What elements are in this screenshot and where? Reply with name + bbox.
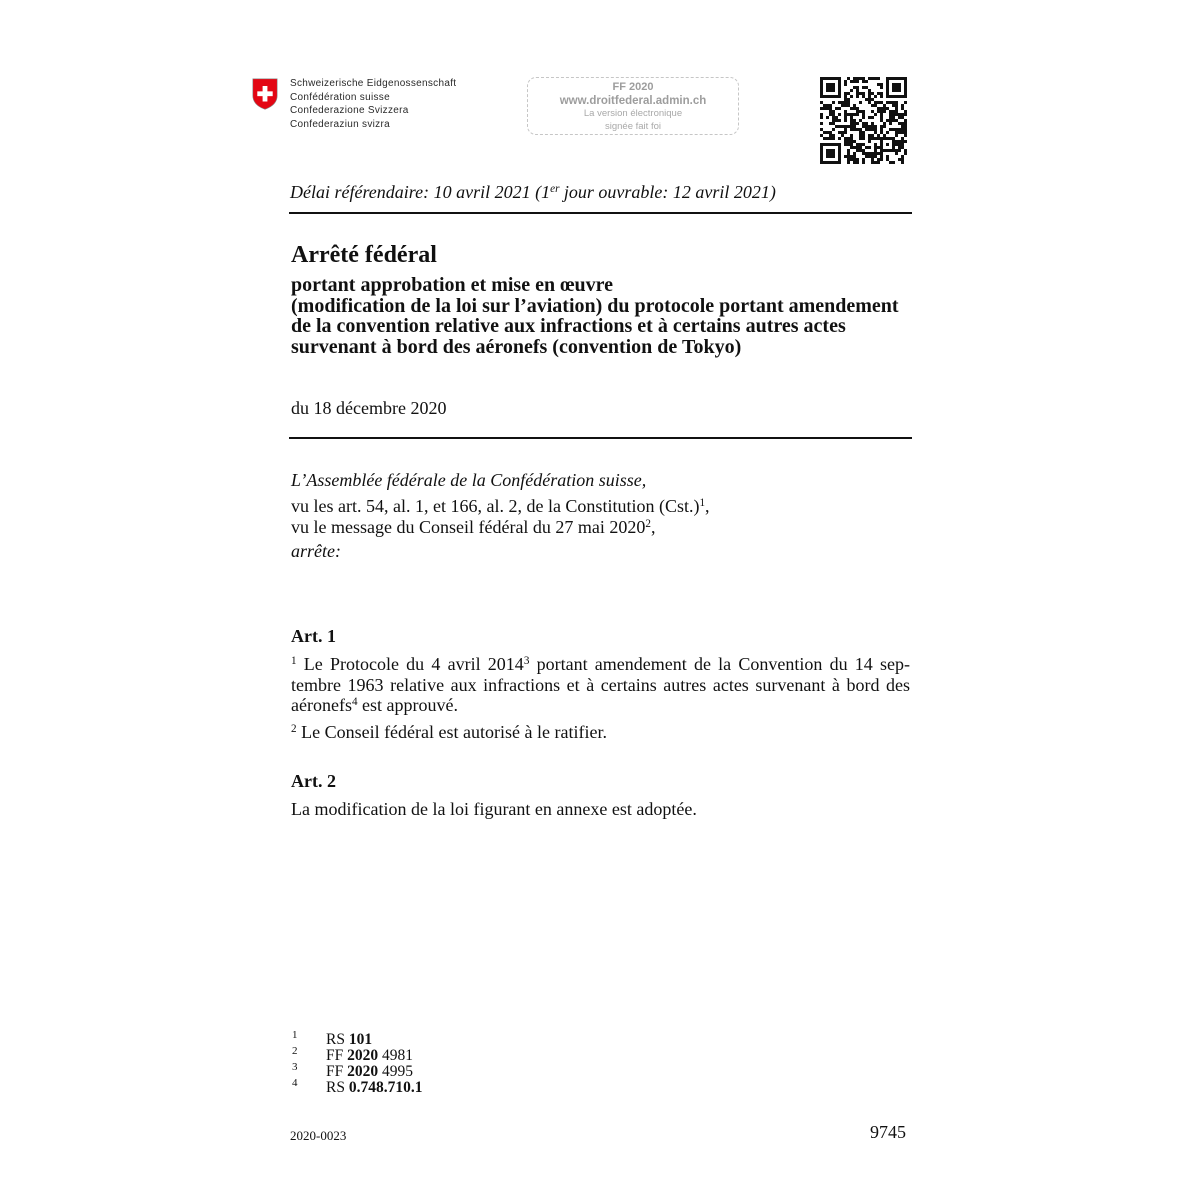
footnote-bold: 101	[348, 1031, 373, 1048]
article-2-heading: Art. 2	[291, 771, 336, 791]
article-1-paragraph-2	[291, 722, 607, 743]
referendum-deadline	[290, 182, 776, 203]
article-2-text: La modification de la loi figurant en annexe est adoptée.	[291, 799, 697, 819]
swiss-cross-icon	[252, 78, 278, 110]
footnote-bold: 2020	[347, 1062, 379, 1080]
consideration-text: vu le message du Conseil fédéral du 27 mai 2020	[291, 517, 646, 537]
confederation-names	[290, 77, 456, 131]
paragraph-number: 1	[291, 655, 297, 668]
footnote-bold: 0.748.710.1	[348, 1078, 423, 1096]
footnote-reference: 4	[351, 696, 358, 709]
act-subtitle-line: portant approbation et mise en œuvre	[291, 274, 614, 296]
stamp-reference: FF 2020	[612, 81, 654, 93]
stamp-note-line1: La version électronique	[583, 108, 683, 119]
act-subtitle-line: (modification de la loi sur l’aviation) du protocole portant amendement	[291, 294, 899, 317]
confederation-name-rm: Confederaziun svizra	[290, 118, 390, 130]
paragraph-text: Le Protocole du 4 avril 2014	[296, 654, 524, 674]
paragraph-line: tembre 1963 relative aux infractions et à certains autres actes survenant à bord des	[291, 674, 910, 695]
consideration-tail: ,	[705, 496, 710, 516]
emblem-cross-horizontal	[257, 91, 272, 96]
paragraph-text: portant amendement de la Convention du 14 sep-	[529, 654, 910, 674]
footnote-bold: 2020	[347, 1046, 379, 1064]
footnote-reference: 2	[645, 518, 651, 531]
footnote-prefix: FF	[326, 1062, 348, 1080]
article-1-heading: Art. 1	[291, 626, 336, 646]
title-rule	[289, 437, 912, 439]
paragraph-number: 2	[291, 723, 297, 736]
confederation-name-de: Schweizerische Eidgenossenschaft	[290, 78, 457, 89]
stamp-note-line2: signée fait foi	[605, 120, 661, 132]
paragraph-text: aéronefs	[291, 695, 352, 715]
act-subtitle	[291, 275, 899, 358]
stamp-website: www.droitfederal.admin.ch	[559, 95, 707, 107]
act-date: du 18 décembre 2020	[291, 398, 447, 418]
page-number: 9745	[870, 1122, 906, 1142]
paragraph-text: est approuvé.	[357, 695, 459, 715]
electronic-version-stamp	[527, 77, 739, 135]
referendum-text-before: Délai référendaire: 10 avril 2021 (1	[290, 182, 551, 202]
confederation-name-it: Confederazione Svizzera	[290, 105, 409, 116]
footnote-prefix: RS	[326, 1031, 349, 1048]
swiss-emblem	[252, 78, 278, 110]
preamble-consideration	[291, 496, 710, 517]
footnote-reference: 1	[699, 497, 706, 510]
footnote-prefix: RS	[326, 1078, 349, 1096]
footnote-suffix: 4981	[378, 1046, 413, 1064]
referendum-superscript: er	[550, 183, 560, 196]
act-subtitle-line: survenant à bord des aéronefs (convention de Tokyo)	[291, 336, 742, 359]
footnote	[291, 1060, 422, 1080]
document-number: 2020-0023	[290, 1128, 347, 1143]
footnote-number: 2	[292, 1044, 298, 1057]
act-subtitle-line: de la convention relative aux infractions et à certains autres actes	[291, 315, 846, 338]
qr-code-icon	[820, 77, 907, 164]
footnote-suffix: 4995	[378, 1062, 413, 1080]
footnote	[291, 1076, 423, 1096]
qr-code	[820, 77, 907, 164]
preamble-consideration	[291, 517, 656, 538]
preamble-decree: arrête:	[291, 541, 341, 561]
footnote-number: 4	[292, 1076, 298, 1089]
paragraph-line	[291, 654, 910, 675]
footnote-number: 1	[292, 1029, 298, 1041]
referendum-text-after: jour ouvrable: 12 avril 2021)	[559, 182, 776, 202]
preamble-authority: L’Assemblée fédérale de la Confédération suisse,	[291, 470, 647, 490]
confederation-name-fr: Confédération suisse	[290, 91, 390, 103]
footnote-reference: 3	[523, 655, 530, 668]
consideration-text: vu les art. 54, al. 1, et 166, al. 2, de la Constitution (Cst.)	[291, 496, 700, 516]
paragraph-text: Le Conseil fédéral est autorisé à le ratifier.	[296, 722, 607, 742]
footnote-prefix: FF	[326, 1046, 348, 1064]
footnote	[291, 1029, 422, 1048]
paragraph-line	[291, 695, 910, 716]
footnote	[291, 1044, 422, 1064]
consideration-tail: ,	[651, 517, 656, 537]
footnote-number: 3	[292, 1060, 298, 1073]
act-title: Arrêté fédéral	[291, 242, 437, 268]
header-rule	[289, 212, 912, 214]
article-1-paragraph-1	[291, 654, 910, 716]
footnotes	[291, 1029, 423, 1096]
